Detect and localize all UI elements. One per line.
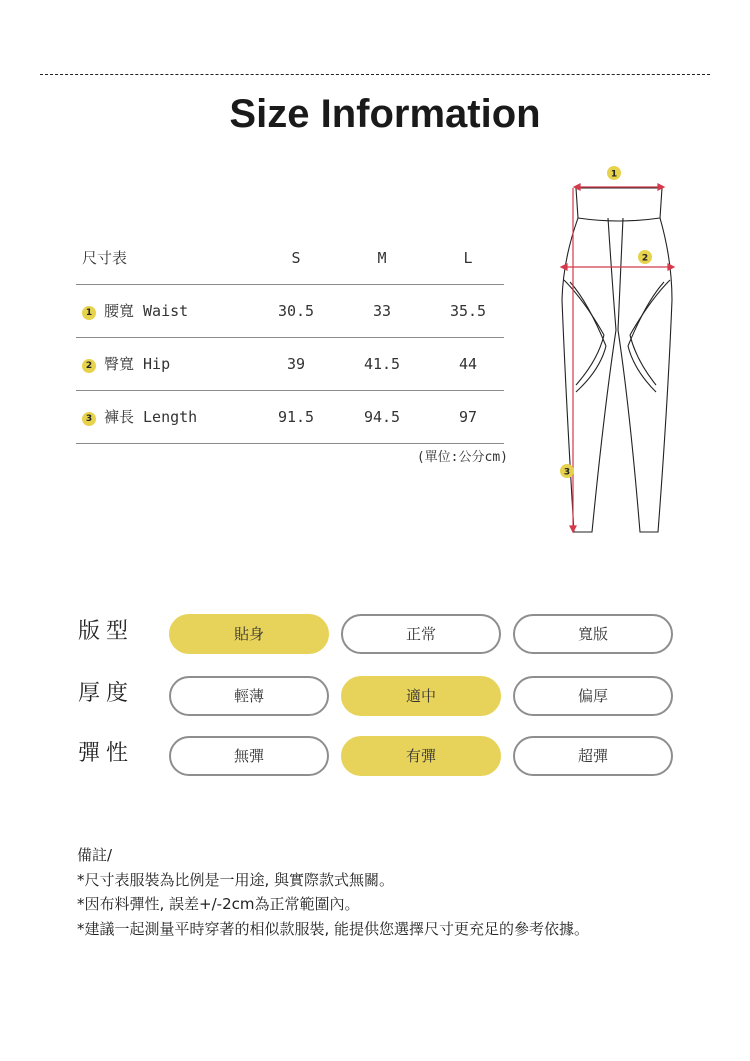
notes-title: 備註/ — [77, 846, 113, 864]
table-header-row — [76, 232, 504, 285]
cell-s: 91.5 — [277, 408, 315, 426]
row-label: 2 臀寬 Hip — [82, 338, 170, 390]
attribute-thickness — [78, 676, 678, 720]
fit-option-1: 貼身 — [169, 614, 329, 654]
elasticity-option-1: 無彈 — [169, 736, 329, 776]
row-label: 3 褲長 Length — [82, 391, 197, 443]
cell-m: 33 — [372, 302, 392, 320]
size-table — [76, 232, 504, 444]
number-badge-icon: 1 — [82, 306, 96, 320]
fit-option-2: 正常 — [341, 614, 501, 654]
note-line: *因布料彈性, 誤差+/-2cm為正常範圍內。 — [77, 895, 360, 913]
cell-s: 30.5 — [277, 302, 315, 320]
table-row-length — [76, 391, 504, 444]
cell-l: 97 — [458, 408, 478, 426]
header-size-m: M — [377, 249, 387, 267]
attribute-label: 彈性 — [78, 741, 135, 766]
badge-3-icon: 3 — [563, 467, 571, 478]
fit-option-3: 寬版 — [513, 614, 673, 654]
thickness-option-2: 適中 — [341, 676, 501, 716]
row-label: 1 腰寬 Waist — [82, 285, 188, 337]
elasticity-option-2: 有彈 — [341, 736, 501, 776]
note-line: *尺寸表服裝為比例是一用途, 與實際款式無關。 — [77, 870, 395, 889]
header-size-l: L — [463, 249, 473, 267]
cell-m: 94.5 — [363, 408, 401, 426]
cell-l: 35.5 — [449, 302, 487, 320]
attribute-elasticity — [78, 736, 678, 780]
measure-lines — [561, 184, 674, 532]
unit-note: (單位:公分cm) — [416, 450, 508, 465]
notes — [77, 843, 589, 941]
table-row-hip — [76, 338, 504, 391]
leggings-outline — [562, 188, 672, 532]
leggings-diagram — [548, 160, 680, 540]
elasticity-option-3: 超彈 — [513, 736, 673, 776]
badge-2-icon: 2 — [641, 253, 649, 264]
thickness-option-3: 偏厚 — [513, 676, 673, 716]
header-size-s: S — [291, 249, 301, 267]
badge-1-icon: 1 — [610, 169, 618, 180]
attribute-fit — [78, 614, 678, 658]
attribute-label: 厚度 — [78, 681, 135, 706]
dashed-divider — [40, 74, 710, 75]
table-row-waist — [76, 285, 504, 338]
cell-l: 44 — [458, 355, 478, 373]
cell-m: 41.5 — [363, 355, 401, 373]
attribute-label: 版型 — [78, 619, 135, 644]
cell-s: 39 — [286, 355, 306, 373]
page-title: Size Information — [229, 92, 541, 136]
header-label: 尺寸表 — [82, 249, 128, 267]
note-line: *建議一起測量平時穿著的相似款服裝, 能提供您選擇尺寸更充足的參考依據。 — [77, 919, 590, 938]
number-badge-icon: 2 — [82, 359, 96, 373]
thickness-option-1: 輕薄 — [169, 676, 329, 716]
number-badge-icon: 3 — [82, 412, 96, 426]
